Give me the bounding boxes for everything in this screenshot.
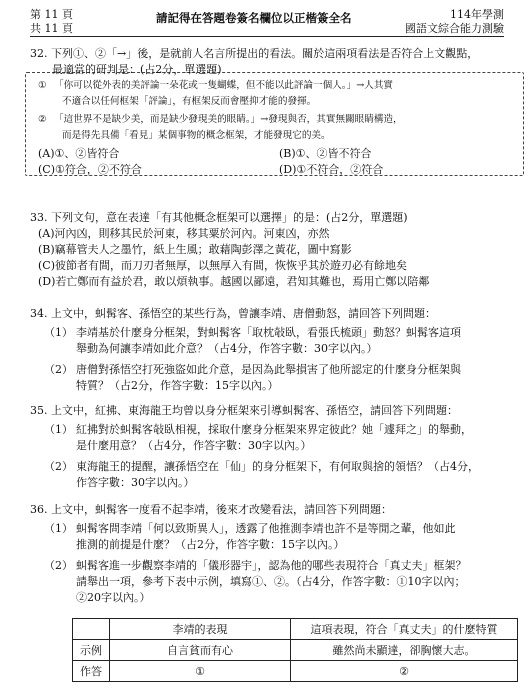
exam-year: 114年學測	[450, 8, 504, 21]
q32-options	[30, 146, 520, 178]
q36-sub-2-line2: 請舉出一項，參考下表中示例，填寫①、②。（占4分，作答字數：①10字以內；	[76, 575, 466, 588]
q35-sub-1-number: （1）	[44, 423, 73, 436]
q32-option-b: (B)①、②皆不符合	[279, 147, 372, 160]
question-32	[30, 46, 520, 178]
q35-sub-2-number: （2）	[44, 460, 73, 473]
q36-sub-1-number: （1）	[44, 522, 73, 535]
q36-sub-1	[30, 521, 520, 553]
q35-sub-2	[30, 459, 520, 491]
q36-stem: 36. 上文中，虯髯客一度看不起李靖，後來才改變看法，請回答下列問題：	[30, 503, 392, 516]
q32-option-c: (C)①符合，②不符合	[38, 163, 142, 176]
q34-sub-2-line2: 特質？（占2分，作答字數：15字以內。）	[76, 379, 279, 392]
q33-option-a: (A)河內凶，則移其民於河東，移其粟於河內。河東凶，亦然	[38, 227, 330, 240]
q36-sub-2	[30, 558, 520, 606]
question-33	[30, 210, 520, 290]
page-number: 第 11 頁	[30, 8, 73, 21]
table-row-answer	[73, 661, 518, 682]
table-header-cell: 這項表現，符合「真丈夫」的什麼特質	[291, 619, 518, 640]
q36-sub-2-number: （2）	[44, 559, 73, 572]
table-header-row	[73, 619, 518, 640]
q32-stem-line1: 32. 下列①、②「→」後，是就前人名言所提出的看法。關於這兩項看法是否符合上文觀點，	[30, 47, 479, 60]
table-row-example	[73, 640, 518, 661]
q32-quote-2-number: ②	[38, 114, 47, 125]
q36-sub-2-line3: ②20字以內。）	[76, 591, 151, 604]
q35-sub-1-line1: 紅拂對於虯髯客敧臥相視，採取什麼身分框架來界定彼此？她「遽拜之」的舉動，	[76, 423, 472, 436]
q34-sub-2	[30, 362, 520, 394]
question-36	[30, 502, 520, 606]
answer-table	[72, 618, 518, 682]
q35-sub-2-line1: 東海龍王的提醒，讓孫悟空在「仙」的身分框架下，有何取與捨的領悟？（占4分，	[76, 460, 479, 473]
q32-quote-1-number: ①	[38, 80, 47, 91]
q34-sub-1	[30, 325, 520, 357]
q32-stem-line2: 最適當的研判是：(占2分，單選題)	[52, 63, 222, 76]
q32-quote-1-line1: 「你可以從外表的美評論一朵花或一隻蝴蝶，但不能以此評論一個人。」→人其實	[54, 80, 394, 91]
q32-quote-1	[30, 78, 520, 110]
question-35	[30, 403, 520, 491]
header-divider	[30, 36, 504, 37]
q34-sub-1-line1: 李靖基於什麼身分框架，對虯髯客「取枕敧臥，看張氏梳頭」動怒？虯髯客這項	[76, 326, 461, 339]
q34-sub-2-number: （2）	[44, 363, 73, 376]
q36-sub-2-line1: 虯髯客進一步觀察李靖的「儀形器宇」，認為他的哪些表現符合「真丈夫」框架？	[76, 559, 467, 572]
q35-sub-2-line2: 作答字數：30字以內。）	[76, 476, 195, 489]
q35-sub-1	[30, 422, 520, 454]
signature-notice: 請記得在答題卷簽名欄位以正楷簽全名	[156, 11, 352, 25]
q34-sub-1-line2: 舉動為何讓李靖如此介意？（占4分，作答字數：30字以內。）	[76, 342, 378, 355]
q32-option-d: (D)①不符合，②符合	[279, 163, 384, 176]
q33-option-d: (D)若亡鄭而有益於君，敢以煩執事。越國以鄙遠，君知其難也，焉用亡鄭以陪鄰	[38, 275, 430, 288]
q36-sub-1-line2: 推測的前提是什麼？（占2分，作答字數：15字以內。）	[76, 538, 345, 551]
table-cell: 作答	[73, 661, 110, 682]
q34-stem: 34. 上文中，虯髯客、孫悟空的某些行為，曾讓李靖、唐僧動怒，請回答下列問題：	[30, 307, 436, 320]
q32-quote-2-line1: 「這世界不是缺少美，而是缺少發現美的眼睛。」→發現與否，其實無關眼睛構造，	[54, 114, 403, 125]
question-34	[30, 306, 520, 394]
q33-option-c: (C)彼節者有間，而刀刃者無厚，以無厚入有間，恢恢乎其於遊刃必有餘地矣	[38, 259, 407, 272]
table-cell: 示例	[73, 640, 110, 661]
q32-option-a: (A)①、②皆符合	[38, 147, 120, 160]
q35-stem: 35. 上文中，紅拂、東海龍王均曾以身分框架來引導虯髯客、孫悟空，請回答下列問題：	[30, 404, 458, 417]
q36-sub-1-line1: 虯髯客問李靖「何以致斯異人」，透露了他推測李靖也許不是等閒之輩，他如此	[76, 522, 456, 535]
q33-option-b: (B)竊幕管夫人之墨竹，紙上生風；敢藉陶彭澤之黃花，圖中寫影	[38, 243, 352, 256]
table-cell: 自言貧而有心	[110, 640, 291, 661]
table-cell: 雖然尚未顯達，卻胸懷大志。	[291, 640, 518, 661]
exam-subject: 國語文綜合能力測驗	[405, 22, 504, 35]
q33-stem: 33. 下列文句，意在表達「有其他概念框架可以選擇」的是：(占2分，單選題)	[30, 211, 408, 224]
answer-blank-2[interactable]: ②	[291, 661, 518, 682]
q32-quote-2-line2: 而是得先具備「看見」某個事物的概念框架，才能發現它的美。	[62, 130, 331, 141]
q35-sub-1-line2: 是什麼用意？（占4分，作答字數：30字以內。）	[76, 439, 312, 452]
table-header-cell	[73, 619, 110, 640]
q34-sub-1-number: （1）	[44, 326, 73, 339]
q34-sub-2-line1: 唐僧對孫悟空打死強盜如此介意，是因為此舉損害了他所認定的什麼身分框架與	[76, 363, 461, 376]
table-header-cell: 李靖的表現	[110, 619, 291, 640]
q32-quote-2	[30, 112, 520, 144]
page-total: 共 11 頁	[30, 22, 73, 35]
q32-quote-1-line2: 不適合以任何框架「評論」，有框架反而會壓抑才能的發揮。	[62, 96, 317, 107]
answer-blank-1[interactable]: ①	[110, 661, 291, 682]
